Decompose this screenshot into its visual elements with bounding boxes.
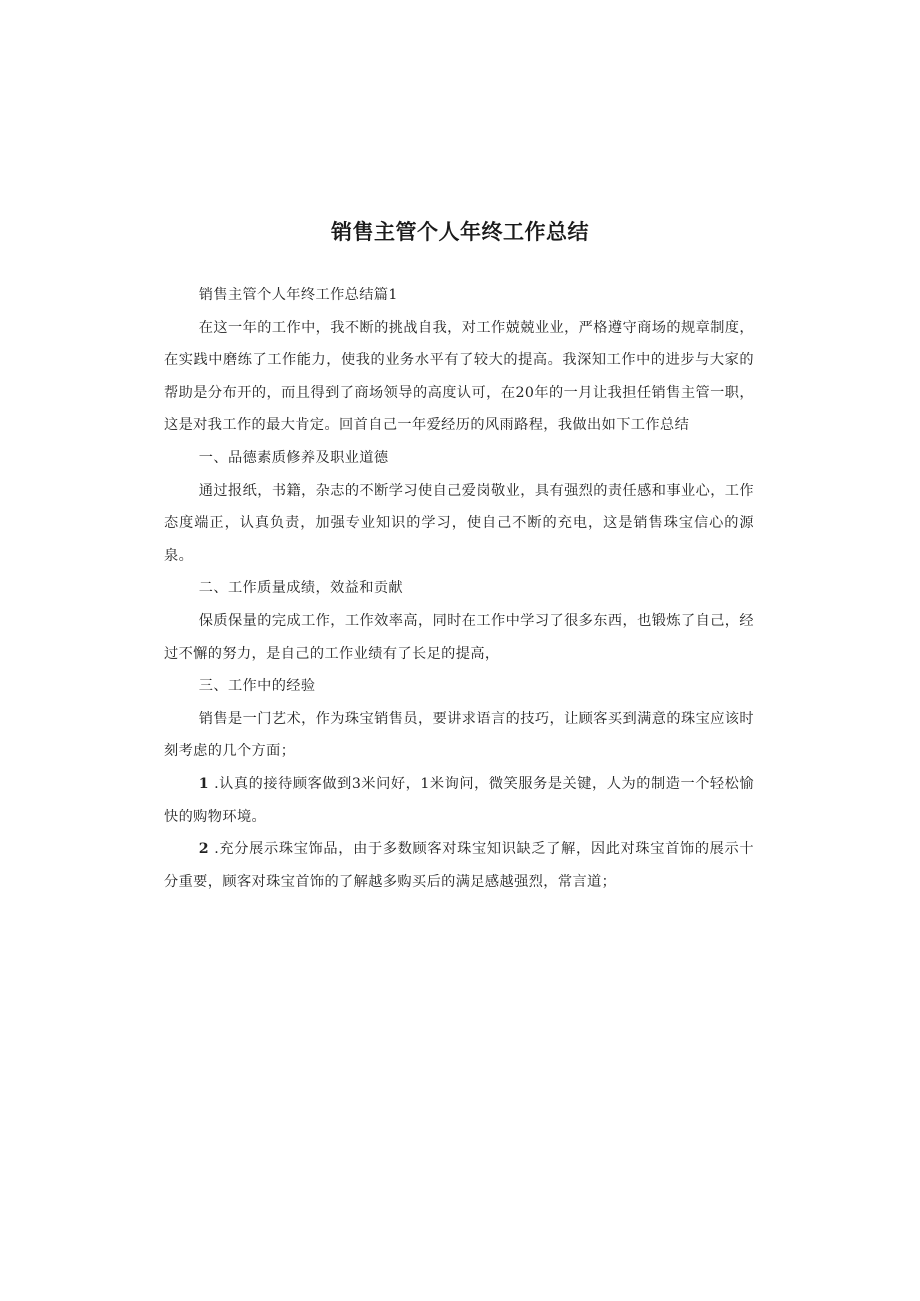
item-text: .认真的接待顾客做到3米问好，1米询问，微笑服务是关键，人为的制造一个轻松愉快的购物环境。 xyxy=(164,775,754,825)
numbered-item-2 xyxy=(164,833,754,898)
document-title: 销售主管个人年终工作总结 xyxy=(331,220,589,244)
paragraph-section-2: 保质保量的完成工作，工作效率高，同时在工作中学习了很多东西，也锻炼了自己，经过不懈的努力，是自己的工作业绩有了长足的提高， xyxy=(164,612,754,662)
paragraph-section-3: 销售是一门艺术，作为珠宝销售员，要讲求语言的技巧，让顾客买到满意的珠宝应该时刻考虑的几个方面； xyxy=(164,710,754,760)
item-number: 2 xyxy=(198,841,210,858)
document-body xyxy=(164,279,754,898)
section-heading-1: 一、品德素质修养及职业道德 xyxy=(198,449,389,466)
paragraph-intro: 在这一年的工作中，我不断的挑战自我，对工作兢兢业业，严格遵守商场的规章制度，在实践中磨练了工作能力，使我的业务水平有了较大的提高。我深知工作中的进步与大家的帮助是分布开的，而且得到了商场领导的高度认可，在20年的一月让我担任销售主管一职，这是对我工作的最大肯定。回首自己一年爱经历的风雨路程，我做出如下工作总结 xyxy=(164,319,754,434)
paragraph-section-1: 通过报纸，书籍，杂志的不断学习使自己爱岗敬业，具有强烈的责任感和事业心，工作态度端正，认真负责，加强专业知识的学习，使自己不断的充电，这是销售珠宝信心的源泉。 xyxy=(164,482,754,564)
item-number: 1 xyxy=(198,775,210,792)
section-heading-3: 三、工作中的经验 xyxy=(198,678,316,695)
paragraph-subtitle: 销售主管个人年终工作总结篇1 xyxy=(198,287,398,303)
numbered-item-1 xyxy=(164,768,754,833)
section-heading-2: 二、工作质量成绩，效益和贡献 xyxy=(198,580,404,597)
item-text: .充分展示珠宝饰品，由于多数顾客对珠宝知识缺乏了解，因此对珠宝首饰的展示十分重要，顾客对珠宝首饰的了解越多购买后的满足感越强烈，常言道； xyxy=(164,841,754,890)
